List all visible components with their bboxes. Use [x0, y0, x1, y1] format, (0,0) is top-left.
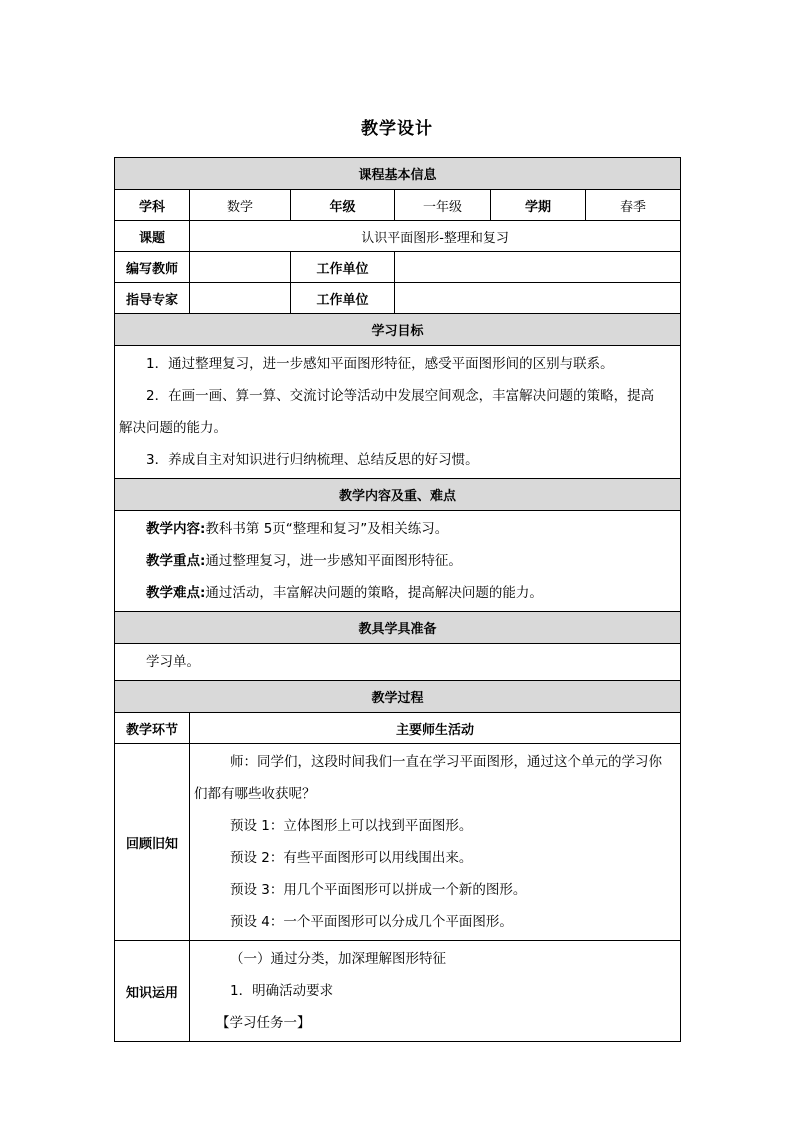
activity-line: 们都有哪些收获呢？	[194, 786, 316, 802]
grade-value: 一年级	[395, 190, 491, 221]
content-label: 教学内容:	[146, 521, 206, 537]
activity-line: 师：同学们，这段时间我们一直在学习平面图形，通过这个单元的学习你	[230, 754, 662, 770]
key-point-line	[119, 545, 676, 577]
activity-line: 预设 1：立体图形上可以找到平面图形。	[230, 818, 473, 834]
lesson-plan-table	[114, 157, 681, 1042]
term-label: 学期	[491, 190, 586, 221]
difficulty-label: 教学难点:	[146, 585, 206, 601]
activity-line: 预设 3：用几个平面图形可以拼成一个新的图形。	[230, 882, 527, 898]
goal-item: 1．通过整理复习，进一步感知平面图形特征，感受平面图形间的区别与联系。	[146, 356, 614, 372]
topic-label: 课题	[115, 221, 190, 252]
difficulty-text: 通过活动，丰富解决问题的策略，提高解决问题的能力。	[205, 585, 543, 601]
work-unit-value	[395, 252, 681, 283]
work-unit-label: 工作单位	[291, 252, 395, 283]
expert-label: 指导专家	[115, 283, 190, 314]
subject-value: 数学	[190, 190, 291, 221]
stage-application-name: 知识运用	[115, 941, 190, 1042]
content-line	[119, 513, 676, 545]
section-teaching-content: 教学内容及重、难点	[115, 479, 681, 511]
key-point-text: 通过整理复习，进一步感知平面图形特征。	[205, 553, 462, 569]
subject-label: 学科	[115, 190, 190, 221]
teacher-label: 编写教师	[115, 252, 190, 283]
goal-item: 3．养成自主对知识进行归纳梳理、总结反思的好习惯。	[146, 452, 479, 468]
topic-value: 认识平面图形-整理和复习	[190, 221, 681, 252]
section-teaching-tools: 教具学具准备	[115, 612, 681, 644]
activity-line: （一）通过分类，加深理解图形特征	[230, 951, 446, 967]
expert-value	[190, 283, 291, 314]
grade-label: 年级	[291, 190, 395, 221]
key-point-label: 教学重点:	[146, 553, 206, 569]
activity-line: 【学习任务一】	[216, 1015, 311, 1031]
teaching-content-block	[115, 511, 681, 612]
section-basic-info: 课程基本信息	[115, 158, 681, 190]
activity-line: 预设 4：一个平面图形可以分成几个平面图形。	[230, 914, 513, 930]
stage-review-name: 回顾旧知	[115, 744, 190, 941]
difficulty-line	[119, 577, 676, 609]
stage-review-activities	[190, 744, 681, 941]
learning-goals-block	[115, 346, 681, 479]
activity-column-header: 主要师生活动	[190, 713, 681, 744]
teaching-tools-block	[115, 644, 681, 681]
expert-work-unit-value	[395, 283, 681, 314]
activity-line: 预设 2：有些平面图形可以用线围出来。	[230, 850, 473, 866]
expert-work-unit-label: 工作单位	[291, 283, 395, 314]
term-value: 春季	[586, 190, 681, 221]
section-learning-goals: 学习目标	[115, 314, 681, 346]
stage-application-activities	[190, 941, 681, 1042]
tools-text: 学习单。	[146, 654, 200, 670]
activity-line: 1．明确活动要求	[230, 983, 334, 999]
section-teaching-process: 教学过程	[115, 681, 681, 713]
document-title: 教学设计	[361, 119, 433, 139]
goal-item: 2．在画一画、算一算、交流讨论等活动中发展空间观念，丰富解决问题的策略，提高	[146, 388, 655, 404]
stage-column-header: 教学环节	[115, 713, 190, 744]
content-text: 教科书第 5页“整理和复习”及相关练习。	[205, 521, 449, 537]
teacher-value	[190, 252, 291, 283]
goal-item-continued: 解决问题的能力。	[119, 420, 227, 436]
